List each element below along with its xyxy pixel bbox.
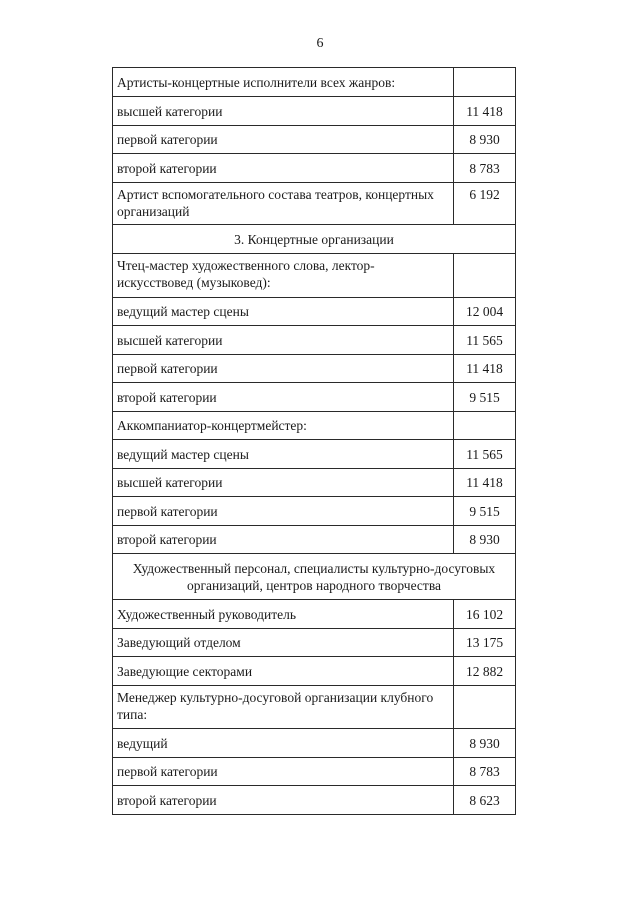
table-row bbox=[113, 154, 516, 183]
table-row bbox=[113, 97, 516, 126]
salary-value: 12 004 bbox=[454, 298, 516, 326]
table-row bbox=[113, 68, 516, 97]
salary-value: 16 102 bbox=[454, 600, 516, 629]
salary-value: 9 515 bbox=[454, 383, 516, 412]
position-name: Художественный руководитель bbox=[113, 600, 454, 629]
section-heading: 3. Концертные организации bbox=[113, 225, 516, 254]
position-name: Чтец-мастер художественного слова, лектор-искусствовед (музыковед): bbox=[113, 254, 454, 298]
table-row bbox=[113, 469, 516, 497]
position-name: высшей категории bbox=[113, 326, 454, 355]
page-number: 6 bbox=[316, 36, 324, 51]
position-name: второй категории bbox=[113, 786, 454, 815]
position-name: ведущий bbox=[113, 729, 454, 758]
position-name: Заведующие секторами bbox=[113, 657, 454, 686]
salary-value: 8 930 bbox=[454, 126, 516, 154]
salary-value bbox=[454, 686, 516, 729]
salary-value: 8 623 bbox=[454, 786, 516, 815]
table-row bbox=[113, 326, 516, 355]
section-row bbox=[113, 225, 516, 254]
position-name: первой категории bbox=[113, 355, 454, 383]
table-row bbox=[113, 412, 516, 440]
position-name: Заведующий отделом bbox=[113, 629, 454, 657]
salary-value: 13 175 bbox=[454, 629, 516, 657]
salary-value: 11 565 bbox=[454, 326, 516, 355]
position-name: второй категории bbox=[113, 526, 454, 554]
salary-value: 8 930 bbox=[454, 526, 516, 554]
position-name: первой категории bbox=[113, 758, 454, 786]
salary-value: 11 418 bbox=[454, 97, 516, 126]
salary-value: 8 783 bbox=[454, 758, 516, 786]
salary-value: 8 783 bbox=[454, 154, 516, 183]
position-name: Менеджер культурно-досуговой организации клубного типа: bbox=[113, 686, 454, 729]
section-heading: Художественный персонал, специалисты культурно-досуговых организаций, центров народного творчества bbox=[113, 554, 516, 600]
position-name: ведущий мастер сцены bbox=[113, 298, 454, 326]
salary-value: 9 515 bbox=[454, 497, 516, 526]
table-row bbox=[113, 440, 516, 469]
position-name: Артист вспомогательного состава театров, концертных организаций bbox=[113, 183, 454, 225]
salary-value: 8 930 bbox=[454, 729, 516, 758]
position-name: второй категории bbox=[113, 383, 454, 412]
position-name: ведущий мастер сцены bbox=[113, 440, 454, 469]
position-name: первой категории bbox=[113, 497, 454, 526]
position-name: первой категории bbox=[113, 126, 454, 154]
table-row bbox=[113, 526, 516, 554]
salary-value bbox=[454, 254, 516, 298]
salary-value bbox=[454, 68, 516, 97]
salary-value: 11 565 bbox=[454, 440, 516, 469]
table-row bbox=[113, 758, 516, 786]
position-name: высшей категории bbox=[113, 469, 454, 497]
salary-value bbox=[454, 412, 516, 440]
table-row bbox=[113, 497, 516, 526]
section-row bbox=[113, 554, 516, 600]
position-name: второй категории bbox=[113, 154, 454, 183]
position-name: Артисты-концертные исполнители всех жанров: bbox=[113, 68, 454, 97]
table-row bbox=[113, 657, 516, 686]
table-row bbox=[113, 298, 516, 326]
table-row bbox=[113, 600, 516, 629]
table-row bbox=[113, 126, 516, 154]
position-name: высшей категории bbox=[113, 97, 454, 126]
salary-value: 6 192 bbox=[454, 183, 516, 225]
table-row bbox=[113, 729, 516, 758]
table-row bbox=[113, 786, 516, 815]
table-row bbox=[113, 686, 516, 729]
table-row bbox=[113, 383, 516, 412]
salary-table bbox=[112, 67, 516, 815]
position-name: Аккомпаниатор-концертмейстер: bbox=[113, 412, 454, 440]
salary-value: 12 882 bbox=[454, 657, 516, 686]
table-row bbox=[113, 183, 516, 225]
salary-value: 11 418 bbox=[454, 469, 516, 497]
table-row bbox=[113, 629, 516, 657]
table-row bbox=[113, 254, 516, 298]
salary-value: 11 418 bbox=[454, 355, 516, 383]
table-row bbox=[113, 355, 516, 383]
